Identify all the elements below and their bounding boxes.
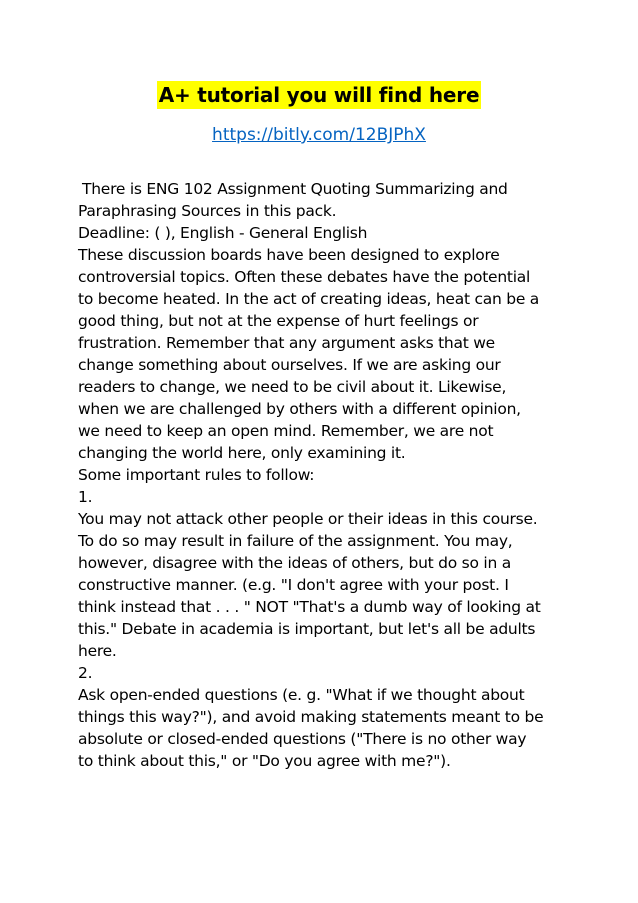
text-line: we need to keep an open mind. Remember, we are not <box>78 422 494 440</box>
text-line: changing the world here, only examining it. <box>78 444 406 462</box>
text-line: this." Debate in academia is important, but let's all be adults <box>78 620 536 638</box>
text-line: readers to change, we need to be civil about it. Likewise, <box>78 378 507 396</box>
text-line: Some important rules to follow: <box>78 466 315 484</box>
text-line: Ask open-ended questions (e. g. "What if we thought about <box>78 686 525 704</box>
body-text <box>78 178 598 772</box>
text-line: controversial topics. Often these debates have the potential <box>78 268 531 286</box>
text-line: to think about this," or "Do you agree with me?"). <box>78 752 451 770</box>
text-line: think instead that . . . " NOT "That's a dumb way of looking at <box>78 598 541 616</box>
link-container <box>0 123 638 147</box>
title-container <box>0 81 638 109</box>
text-line: however, disagree with the ideas of others, but do so in a <box>78 554 511 572</box>
text-line: These discussion boards have been designed to explore <box>78 246 500 264</box>
text-line: things this way?"), and avoid making statements meant to be <box>78 708 544 726</box>
text-line: absolute or closed-ended questions ("There is no other way <box>78 730 527 748</box>
text-line: Paraphrasing Sources in this pack. <box>78 202 337 220</box>
page-title: A+ tutorial you will find here <box>158 83 480 107</box>
text-line: There is ENG 102 Assignment Quoting Summarizing and <box>82 180 508 198</box>
text-line: To do so may result in failure of the assignment. You may, <box>78 532 513 550</box>
text-line: Deadline: ( ), English - General English <box>78 224 368 242</box>
text-line: to become heated. In the act of creating ideas, heat can be a <box>78 290 540 308</box>
text-line: here. <box>78 642 117 660</box>
list-number: 1. <box>78 488 93 506</box>
text-line: You may not attack other people or their ideas in this course. <box>78 510 538 528</box>
text-line: good thing, but not at the expense of hurt feelings or <box>78 312 479 330</box>
text-line: frustration. Remember that any argument asks that we <box>78 334 495 352</box>
text-line: constructive manner. (e.g. "I don't agree with your post. I <box>78 576 509 594</box>
tutorial-link[interactable]: https://bitly.com/12BJPhX <box>212 125 426 145</box>
text-line: when we are challenged by others with a different opinion, <box>78 400 521 418</box>
list-number: 2. <box>78 664 93 682</box>
text-line: change something about ourselves. If we are asking our <box>78 356 501 374</box>
